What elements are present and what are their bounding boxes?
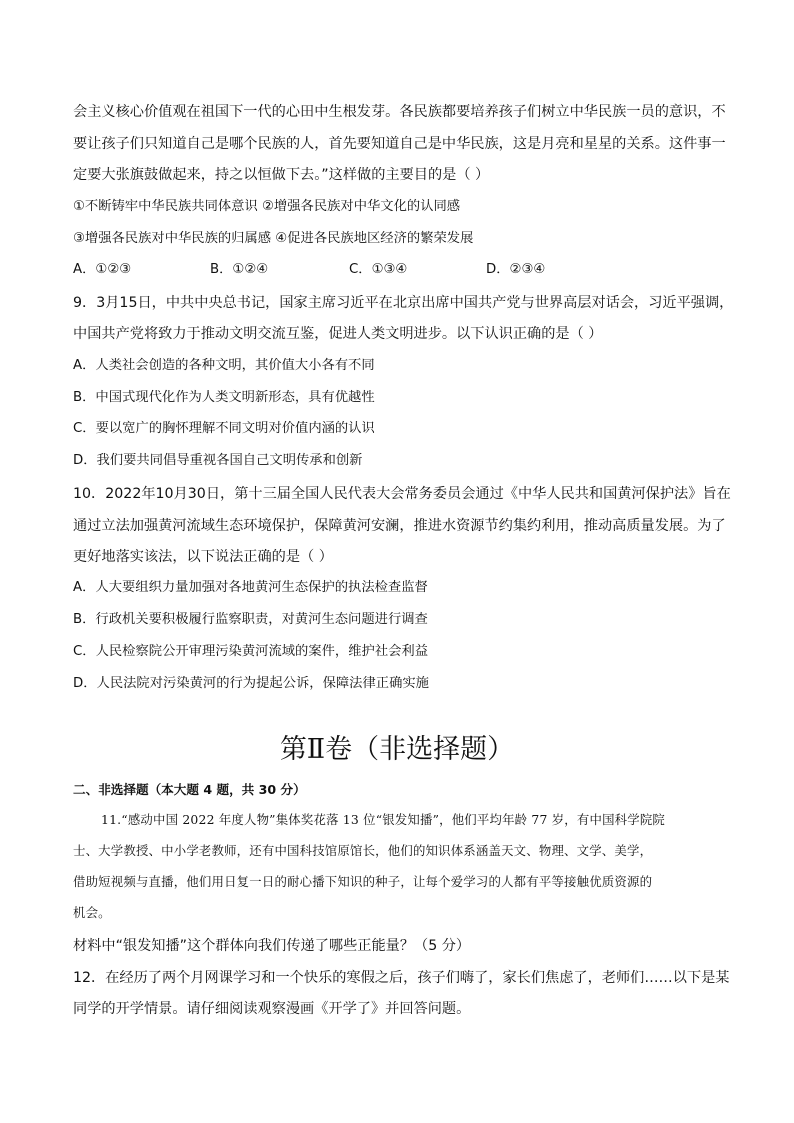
q8-line-2: 要让孩子们只知道自己是哪个民族的人，首先要知道自己是中华民族，这是月亮和星星的关系。这件事一: [73, 136, 726, 152]
q9-line-1: 9．3月15日，中共中央总书记，国家主席习近平在北京出席中国共产党与世界高层对话会，习近平强调，: [73, 295, 734, 311]
q12-line-1: 12．在经历了两个月网课学习和一个快乐的寒假之后，孩子们嗨了，家长们焦虑了，老师们……以下是某: [73, 970, 730, 986]
section-subtitle: 二、非选择题（本大题 4 题，共 30 分）: [73, 782, 306, 797]
q10-line-3: 更好地落实该法，以下说法正确的是（ ）: [73, 549, 333, 565]
q11-material-line-2: 士、大学教授、中小学老教师，还有中国科技馆原馆长，他们的知识体系涵盖天文、物理、文学、美学，: [73, 843, 653, 858]
q10-line-2: 通过立法加强黄河流域生态环境保护，保障黄河安澜，推进水资源节约集约利用，推动高质量发展。为了: [73, 518, 726, 534]
q10-option-c: C．人民检察院公开审理污染黄河流域的案件，维护社会利益: [73, 644, 429, 659]
q9-option-b: B．中国式现代化作为人类文明新形态，具有优越性: [73, 390, 375, 405]
section-title: 第Ⅱ卷（非选择题）: [279, 734, 515, 765]
q10-option-d: D．人民法院对污染黄河的行为提起公诉，保障法律正确实施: [73, 676, 429, 691]
q10-option-a: A．人大要组织力量加强对各地黄河生态保护的执法检查监督: [73, 580, 428, 595]
q8-statements-2: ③增强各民族对中华民族的归属感 ④促进各民族地区经济的繁荣发展: [73, 231, 474, 246]
q12-line-2: 同学的开学情景。请仔细阅读观察漫画《开学了》并回答问题。: [73, 1001, 471, 1017]
q8-option-d: D．②③④: [486, 262, 546, 277]
q11-question: 材料中“银发知播”这个群体向我们传递了哪些正能量？（5 分）: [73, 938, 471, 954]
q9-line-2: 中国共产党将致力于推动文明交流互鉴，促进人类文明进步。以下认识正确的是（ ）: [73, 326, 603, 342]
q8-line-1: 会主义核心价值观在祖国下一代的心田中生根发芽。各民族都要培养孩子们树立中华民族一员的意识，不: [73, 104, 726, 120]
q10-line-1: 10．2022年10月30日，第十三届全国人民代表大会常务委员会通过《中华人民共和国黄河保护法》旨在: [73, 486, 731, 502]
q8-line-3: 定要大张旗鼓做起来，持之以恒做下去。”这样做的主要目的是（ ）: [73, 167, 490, 183]
q9-option-a: A．人类社会创造的各种文明，其价值大小各有不同: [73, 358, 375, 373]
q11-material-line-4: 机会。: [73, 905, 111, 920]
q8-option-b: B．①②④: [210, 262, 269, 277]
q8-option-a: A．①②③: [73, 262, 132, 277]
q9-option-d: D．我们要共同倡导重视各国自己文明传承和创新: [73, 453, 363, 468]
q11-material-line-3: 借助短视频与直播，他们用日复一日的耐心播下知识的种子，让每个爱学习的人都有平等接触优质资源的: [73, 874, 653, 889]
q8-statements-1: ①不断铸牢中华民族共同体意识 ②增强各民族对中华文化的认同感: [73, 199, 461, 214]
q10-option-b: B．行政机关要积极履行监察职责，对黄河生态问题进行调查: [73, 612, 428, 627]
q11-material-line-1: 11.“感动中国 2022 年度人物”集体奖花落 13 位“银发知播”，他们平均年龄 77 岁，有中国科学院院: [101, 812, 666, 827]
q8-option-c: C．①③④: [349, 262, 408, 277]
q9-option-c: C．要以宽广的胸怀理解不同文明对价值内涵的认识: [73, 421, 375, 436]
